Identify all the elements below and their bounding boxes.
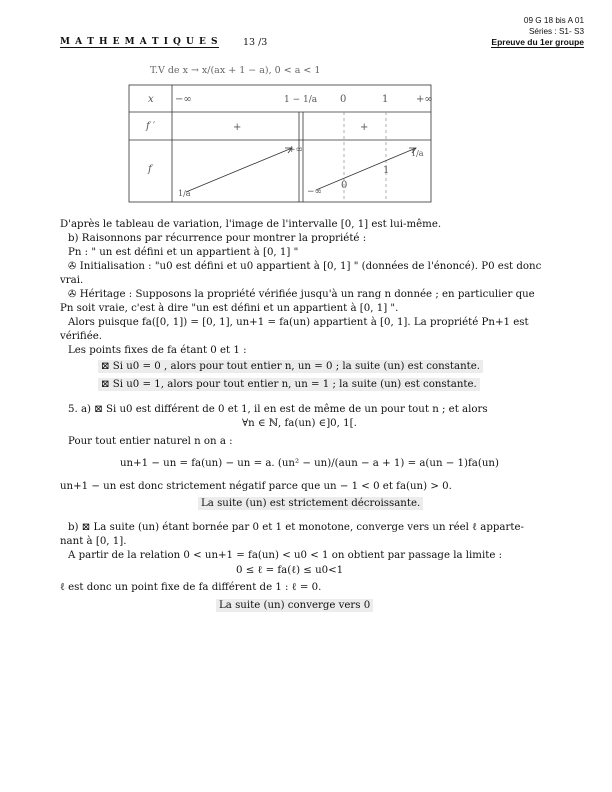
x-val-zero: 0 [340,94,347,105]
exam-group: Epreuve du 1er groupe [491,37,584,47]
text-line-3: Pn : " un est défini et un appartient à [0, 1] " [68,247,299,258]
text-line-1: D'après le tableau de variation, l'image de l'intervalle [0, 1] est lui-même. [60,219,442,230]
boxed-result-limit: La suite (un) converge vers 0 [216,599,373,612]
text-line-8: 5. a) ⊠ Si u0 est différent de 0 et 1, il en est de même de un pour tout n ; et alors [68,404,488,415]
f-limit-plus-inf: +∞ [288,145,304,155]
f-limit-right: 1/a [411,149,424,158]
text-line-4a: ✇ Initialisation : "u0 est défini et u0 appartient à [0, 1] " (données de l'énoncé). P0 est donc [68,261,542,272]
x-val-minus-inf: −∞ [175,94,192,105]
boxed-case-u0-zero: ⊠ Si u0 = 0 , alors pour tout entier n, un = 0 ; la suite (un) est constante. [98,360,483,373]
text-line-7: Les points fixes de fa étant 0 et 1 : [68,345,247,356]
arrow-increase-1 [186,148,292,192]
f-value-zero: 0 [341,180,348,191]
row-f-label: f [148,164,152,175]
fp-sign-right: + [360,122,369,133]
text-line-5b: Pn soit vraie, c'est à dire "un est défini et un appartient à [0, 1] ". [60,303,399,314]
text-line-12: un+1 − un est donc strictement négatif parce que un − 1 < 0 et fa(un) > 0. [60,481,452,492]
exam-series: Séries : S1- S3 [528,27,584,36]
text-line-16: ℓ est donc un point fixe de fa différent de 1 : ℓ = 0. [60,582,322,593]
f-value-one: 1 [383,165,390,176]
x-val-one: 1 [382,94,389,105]
f-limit-minus-inf: −∞ [307,187,323,197]
text-line-14: A partir de la relation 0 < un+1 = fa(un) < u0 < 1 on obtient par passage la limite : [68,550,503,561]
text-line-6b: vérifiée. [60,331,103,342]
x-val-plus-inf: +∞ [416,94,433,105]
text-line-13a: b) ⊠ La suite (un) étant bornée par 0 et 1 et monotone, converge vers un réel ℓ apparte- [68,522,524,533]
fp-sign-left: + [233,122,242,133]
text-line-10: Pour tout entier naturel n on a : [68,436,233,447]
text-line-5a: ✇ Héritage : Supposons la propriété vérifiée jusqu'à un rang n donnée ; en particulier que [68,289,535,300]
page-number: 13 /3 [243,37,268,48]
row-x-label: x [148,94,154,105]
text-line-13b: nant à [0, 1]. [60,536,127,547]
boxed-result-decreasing: La suite (un) est strictement décroissante. [198,497,423,510]
equation-difference: un+1 − un = fa(un) − un = a. (un² − un)/(aun − a + 1) = a(un − 1)fa(un) [120,458,499,469]
text-line-2: b) Raisonnons par récurrence pour montrer la propriété : [68,233,367,244]
tv-caption: T.V de x → x/(ax + 1 − a), 0 < a < 1 [150,65,321,76]
subject-title: M A T H E M A T I Q U E S [60,37,219,47]
exam-code: 09 G 18 bis A 01 [523,16,584,25]
text-line-4b: vrai. [60,275,84,286]
row-fp-label: f ′ [146,121,156,132]
text-line-9: ∀n ∈ ℕ, fa(un) ∈]0, 1[. [242,418,357,429]
variation-table [128,84,433,204]
arrow-increase-2 [316,148,416,190]
text-line-15: 0 ≤ ℓ = fa(ℓ) ≤ u0<1 [236,565,344,576]
f-limit-left: 1/a [178,189,191,198]
text-line-6a: Alors puisque fa([0, 1]) = [0, 1], un+1 = fa(un) appartient à [0, 1]. La propriété Pn+1 est [68,317,529,328]
x-val-pole: 1 − 1/a [284,95,318,105]
boxed-case-u0-one: ⊠ Si u0 = 1, alors pour tout entier n, un = 1 ; la suite (un) est constante. [98,378,480,391]
